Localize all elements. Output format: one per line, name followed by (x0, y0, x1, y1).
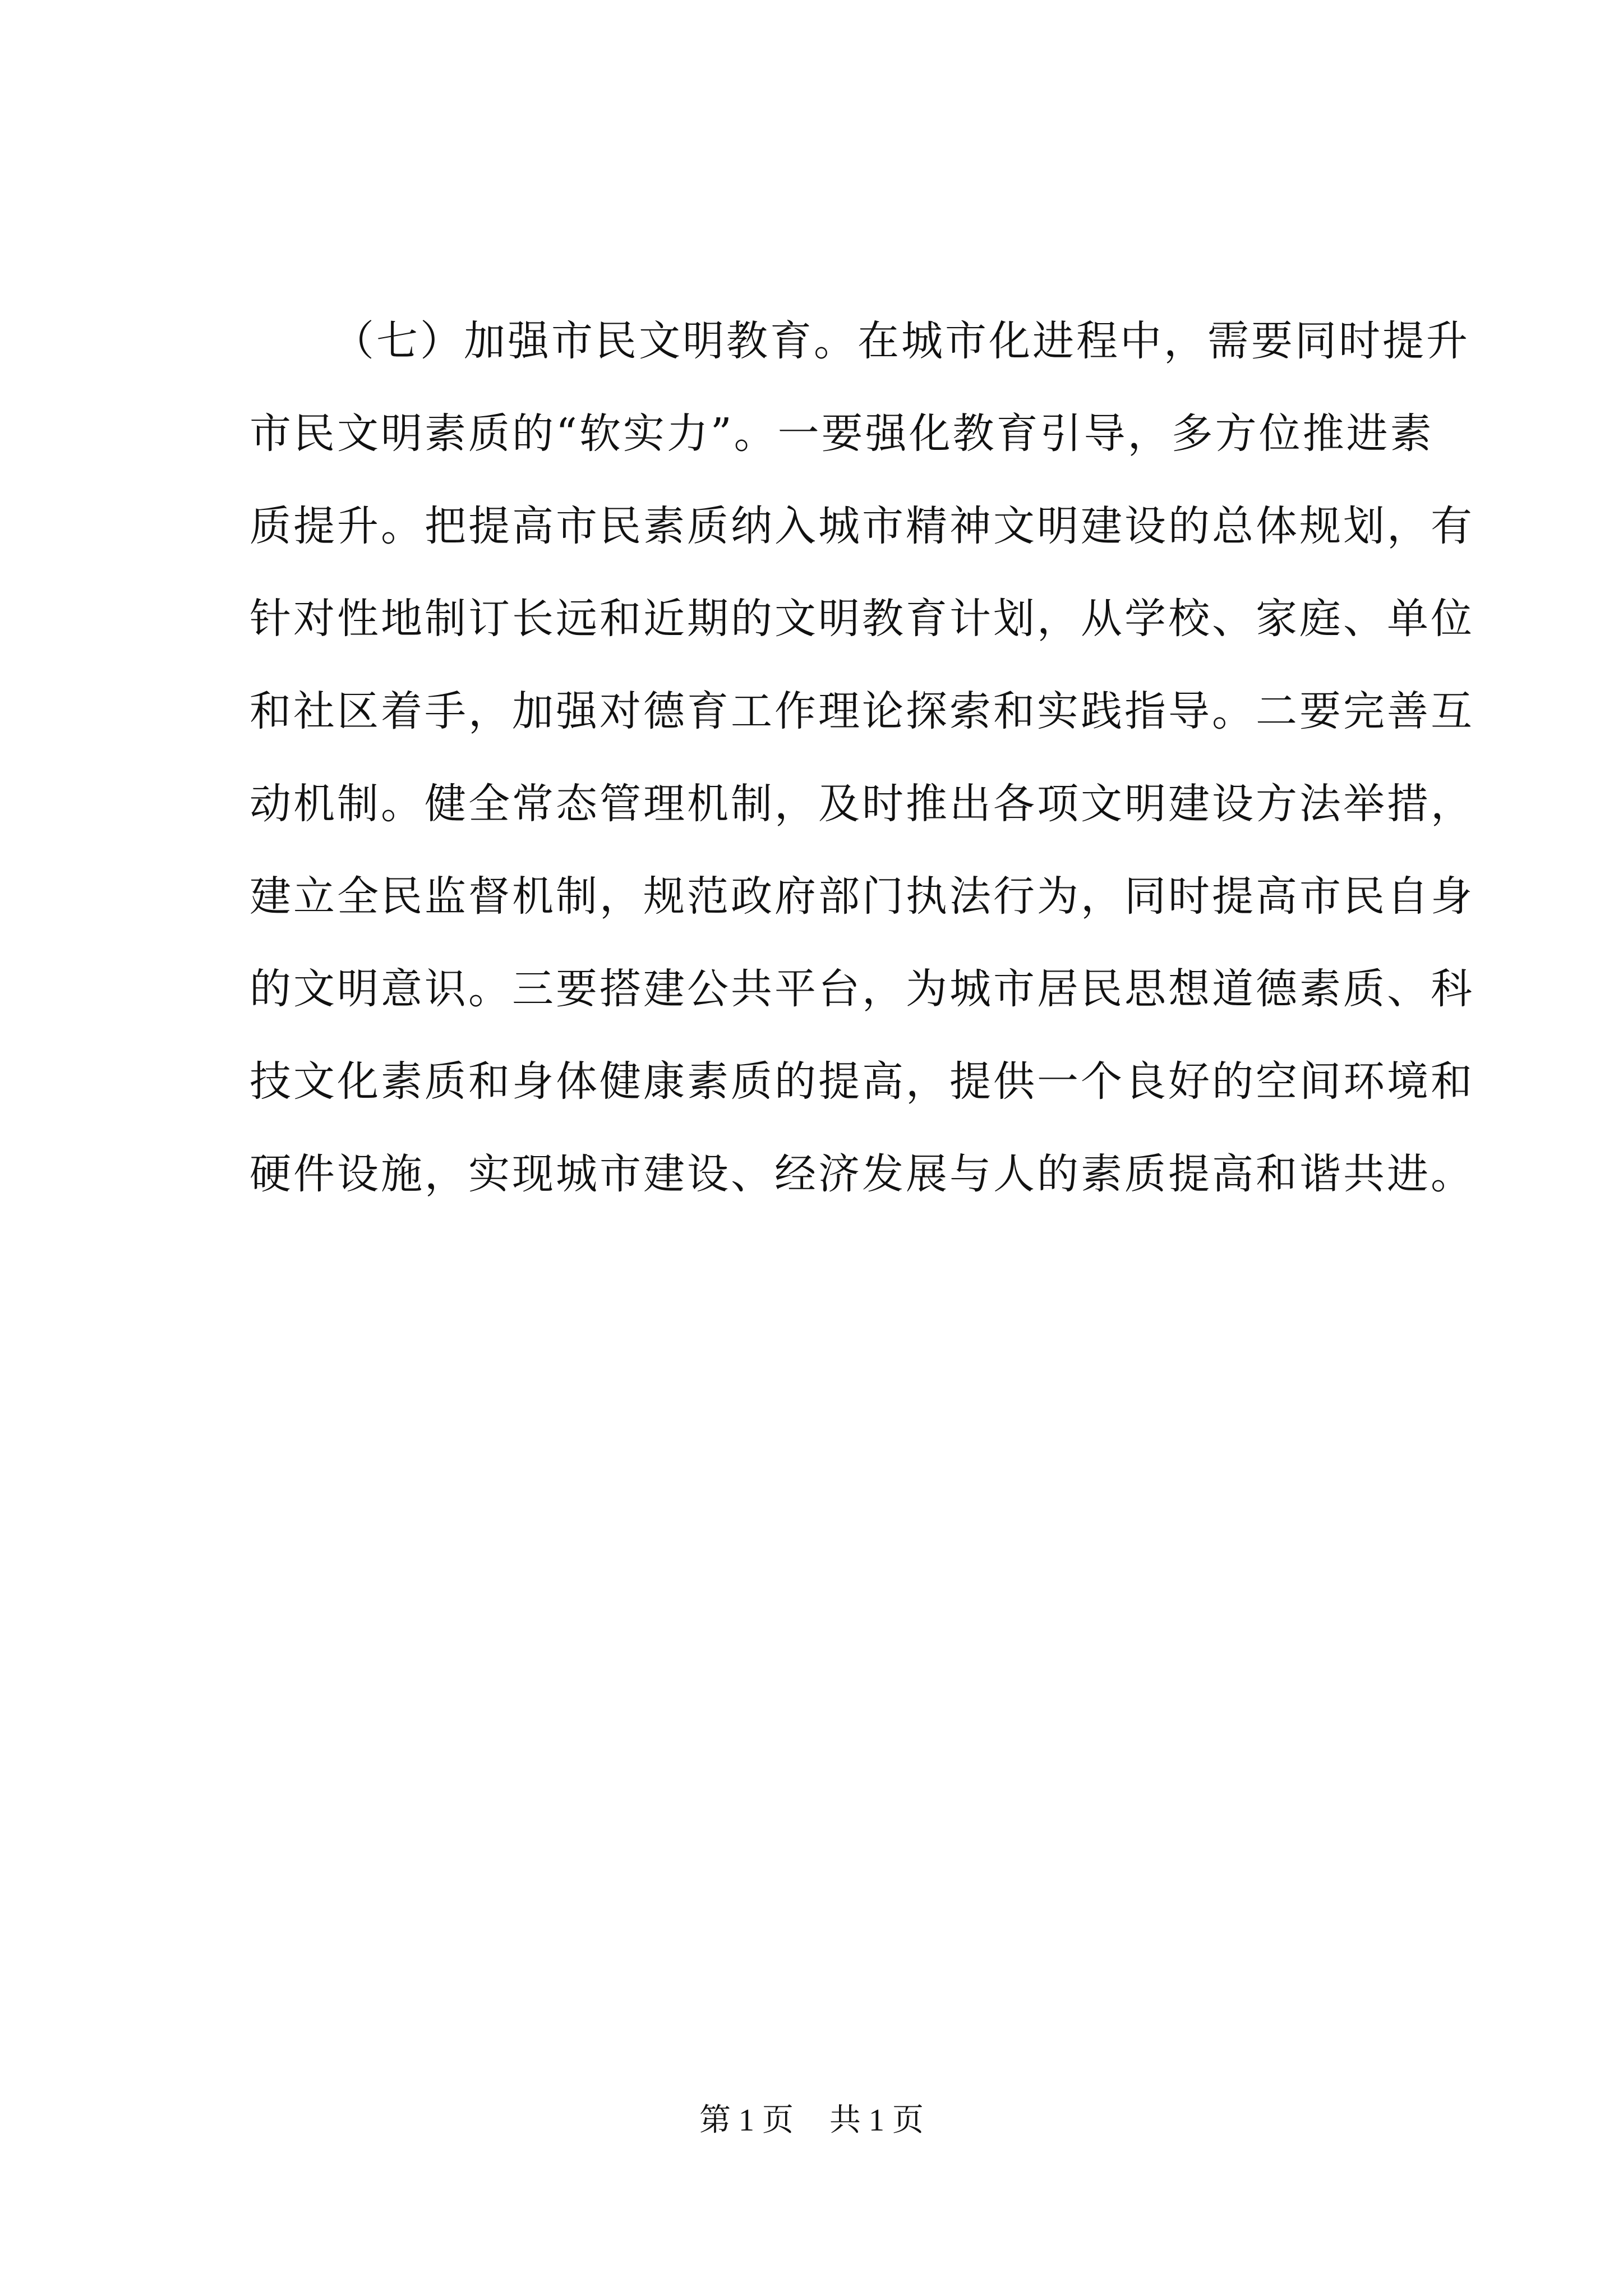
page-number-current: 第 1 页 (699, 2103, 794, 2138)
paragraph-line: 针对性地制订长远和近期的文明教育计划，从学校、家庭、单位 (250, 595, 1474, 643)
paragraph-line: 市民文明素质的“软实力”。一要强化教育引导，多方位推进素 (250, 409, 1434, 458)
paragraph-line: （七）加强市民文明教育。在城市化进程中，需要同时提升 (333, 317, 1470, 365)
page-number-total: 共 1 页 (829, 2103, 924, 2138)
paragraph-line: 质提升。把提高市民素质纳入城市精神文明建设的总体规划，有 (250, 502, 1474, 550)
paragraph-line: 硬件设施，实现城市建设、经济发展与人的素质提高和谐共进。 (250, 1150, 1474, 1198)
paragraph-seven (250, 295, 1474, 1221)
page-footer (0, 2098, 1623, 2143)
paragraph-line: 的文明意识。三要搭建公共平台，为城市居民思想道德素质、科 (250, 965, 1474, 1013)
paragraph-line: 动机制。健全常态管理机制，及时推出各项文明建设方法举措， (250, 780, 1474, 828)
paragraph-line: 技文化素质和身体健康素质的提高，提供一个良好的空间环境和 (250, 1057, 1474, 1106)
paragraph-line: 和社区着手，加强对德育工作理论探索和实践指导。二要完善互 (250, 687, 1474, 735)
paragraph-line: 建立全民监督机制，规范政府部门执法行为，同时提高市民自身 (250, 872, 1474, 921)
